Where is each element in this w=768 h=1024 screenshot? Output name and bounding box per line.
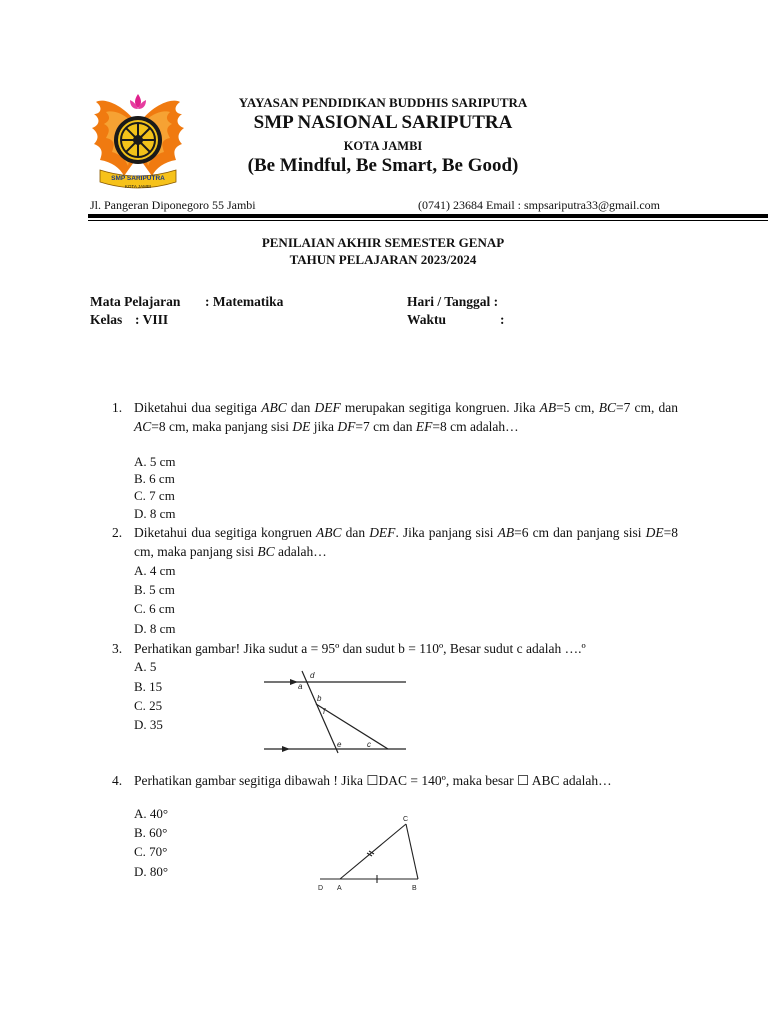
option-c: C. 25	[134, 698, 163, 713]
option-c: C. 70°	[134, 844, 168, 859]
exam-year: TAHUN PELAJARAN 2023/2024	[289, 252, 477, 267]
option-b: B. 5 cm	[134, 582, 175, 597]
question-text: Diketahui dua segitiga kongruen ABC dan DEF. Jika panjang sisi AB=6 cm dan panjang sisi DE=8 cm, maka panjang sisi BC adalah…	[134, 525, 678, 559]
question-number: 4.	[112, 773, 123, 788]
school-address: Jl. Pangeran Diponegoro 55 Jambi	[90, 198, 256, 212]
option-a: A. 5	[134, 659, 157, 674]
label-c: C	[403, 816, 409, 823]
school-logo	[90, 92, 186, 196]
question-3	[112, 640, 678, 659]
class-value: : VIII	[135, 312, 169, 327]
question-2	[112, 524, 678, 561]
label-a: a	[298, 682, 303, 691]
header-rule-thick	[88, 214, 768, 218]
label-b: B	[412, 885, 417, 892]
logo-text-bottom: KOTA JAMBI	[124, 184, 152, 189]
option-d: D. 8 cm	[134, 621, 176, 636]
option-d: D. 8 cm	[134, 506, 176, 521]
label-f: f	[323, 707, 326, 716]
header-rule-thin	[88, 220, 768, 221]
time-colon: :	[500, 312, 505, 327]
option-d: D. 35	[134, 717, 163, 732]
exam-title: PENILAIAN AKHIR SEMESTER GENAP	[261, 235, 505, 250]
school-city: KOTA JAMBI	[343, 139, 423, 153]
logo-text-top: SMP SARIPUTRA	[111, 175, 165, 182]
option-b: B. 60°	[134, 825, 168, 840]
question-text: Diketahui dua segitiga ABC dan DEF merupakan segitiga kongruen. Jika AB=5 cm, BC=7 cm, dan AC=8 cm, maka panjang sisi DE jika DF=7 cm dan EF=8 cm adalah…	[134, 400, 679, 434]
option-a: A. 40°	[134, 806, 169, 821]
school-motto: (Be Mindful, Be Smart, Be Good)	[247, 155, 519, 176]
day-date-label: Hari / Tanggal :	[407, 294, 499, 309]
school-contact: (0741) 23684 Email : smpsariputra33@gmail.com	[418, 198, 661, 212]
figure-parallel-lines	[260, 668, 410, 756]
question-number: 1.	[112, 400, 123, 415]
option-d: D. 80°	[134, 864, 169, 879]
option-b: B. 6 cm	[134, 471, 175, 486]
question-text: Perhatikan gambar! Jika sudut a = 95º dan sudut b = 110º, Besar sudut c adalah ….º	[134, 641, 586, 656]
subject-value: : Matematika	[205, 294, 284, 309]
class-label: Kelas	[90, 312, 123, 327]
option-a: A. 4 cm	[134, 563, 176, 578]
label-c: c	[367, 740, 371, 749]
label-b: b	[317, 694, 322, 703]
option-c: C. 7 cm	[134, 488, 175, 503]
label-d: d	[310, 671, 315, 680]
foundation-name: YAYASAN PENDIDIKAN BUDDHIS SARIPUTRA	[238, 95, 528, 110]
time-label: Waktu	[407, 312, 447, 327]
option-c: C. 6 cm	[134, 601, 175, 616]
label-e: e	[337, 740, 342, 749]
figure-triangle	[310, 810, 430, 896]
question-text: Perhatikan gambar segitiga dibawah ! Jika ☐DAC = 140º, maka besar ☐ ABC adalah…	[134, 773, 612, 788]
option-b: B. 15	[134, 679, 163, 694]
question-number: 2.	[112, 525, 123, 540]
label-d: D	[318, 885, 324, 892]
option-a: A. 5 cm	[134, 454, 176, 469]
question-number: 3.	[112, 641, 123, 656]
subject-label: Mata Pelajaran	[90, 294, 181, 309]
school-name: SMP NASIONAL SARIPUTRA	[253, 112, 513, 133]
question-4	[112, 772, 678, 791]
label-a: A	[337, 885, 342, 892]
question-1	[112, 399, 678, 436]
